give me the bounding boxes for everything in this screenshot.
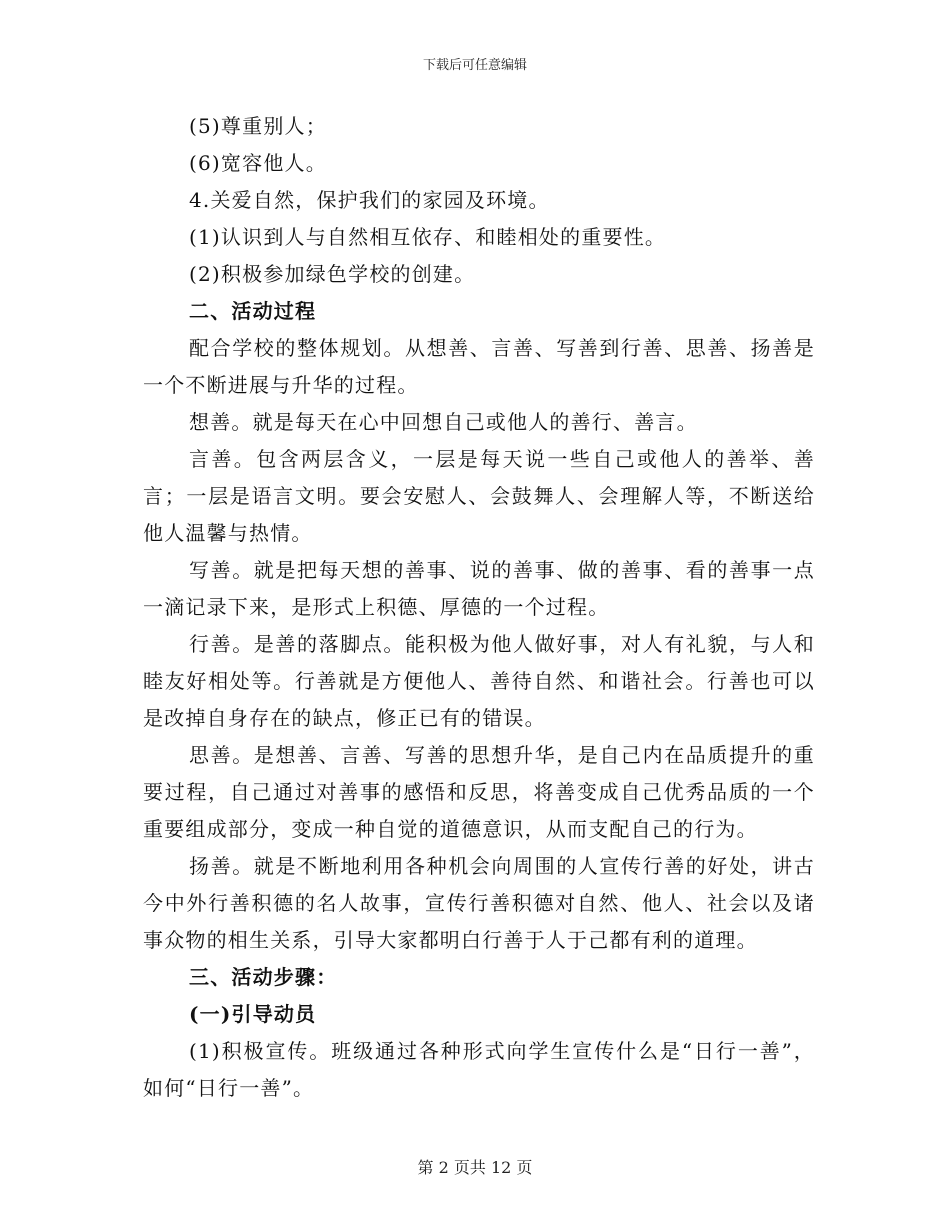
- paragraph-speak-good: 言善。包含两层含义，一层是每天说一些自己或他人的善举、善言；一层是语言文明。要会安慰人、会鼓舞人、会理解人等，不断送给他人温馨与热情。: [143, 447, 815, 545]
- section-heading-activity-process: 二、活动过程: [189, 299, 317, 323]
- paragraph-plan: 配合学校的整体规划。从想善、言善、写善到行善、思善、扬善是一个不断进展与升华的过程。: [143, 336, 815, 397]
- paragraph-promote-good: 扬善。就是不断地利用各种机会向周围的人宣传行善的好处，讲古今中外行善积德的名人故事，宣传行善积德对自然、他人、社会以及诸事众物的相生关系，引导大家都明白行善于人于己都有利的道理。: [143, 854, 815, 952]
- document-body: [143, 108, 815, 1107]
- sub-item-1: (1)认识到人与自然相互依存、和睦相处的重要性。: [189, 225, 667, 249]
- paragraph-reflect-good: 思善。是想善、言善、写善的思想升华，是自己内在品质提升的重要过程，自己通过对善事的感悟和反思，将善变成自己优秀品质的一个重要组成部分，变成一种自觉的道德意识，从而支配自己的行为。: [143, 743, 815, 841]
- paragraph-write-good: 写善。就是把每天想的善事、说的善事、做的善事、看的善事一点一滴记录下来，是形式上积德、厚德的一个过程。: [143, 558, 815, 619]
- list-item-5: (5)尊重别人；: [189, 114, 327, 138]
- subsection-heading-mobilization: (一)引导动员: [189, 1002, 317, 1026]
- section-heading-activity-steps: 三、活动步骤：: [189, 965, 338, 989]
- page-footer-number: 第 2 页共 12 页: [417, 1158, 533, 1177]
- paragraph-think-good: 想善。就是每天在心中回想自己或他人的善行、善言。: [189, 410, 698, 434]
- list-item-6: (6)宽容他人。: [189, 151, 327, 175]
- sub-item-2: (2)积极参加绿色学校的创建。: [189, 262, 476, 286]
- paragraph-do-good: 行善。是善的落脚点。能积极为他人做好事，对人有礼貌，与人和睦友好相处等。行善就是方便他人、善待自然、和谐社会。行善也可以是改掉自身存在的缺点，修正已有的错误。: [143, 632, 815, 730]
- page-header-note: 下载后可任意编辑: [422, 58, 527, 73]
- section-item-4: 4.关爱自然，保护我们的家园及环境。: [189, 188, 550, 212]
- paragraph-publicity: (1)积极宣传。班级通过各种形式向学生宣传什么是“日行一善”，如何“日行一善”。: [143, 1039, 815, 1100]
